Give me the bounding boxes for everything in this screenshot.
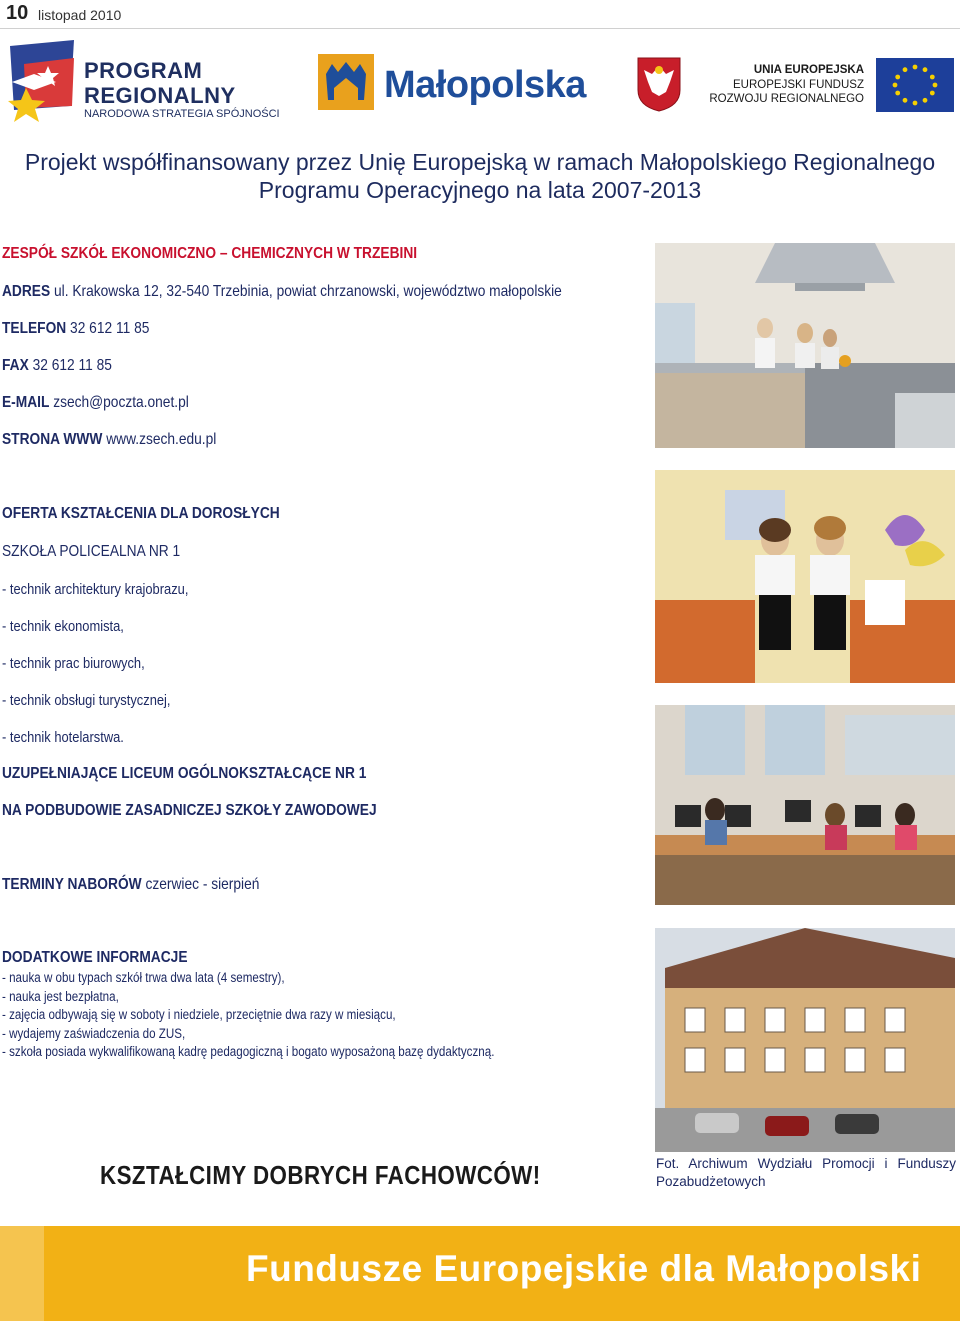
star-flag-icon: [4, 36, 82, 126]
info-item: - szkoła posiada wykwalifikowaną kadrę pedagogiczną i bogato wyposażoną bazę dydaktyczną.: [2, 1044, 495, 1059]
fax-value: 32 612 11 85: [32, 357, 112, 374]
eu-flag-icon: [876, 58, 954, 112]
terms-row: [2, 876, 301, 894]
program-regionalny-logo: [4, 36, 294, 126]
issue-date: listopad 2010: [38, 7, 122, 23]
info-item: - wydajemy zaświadczenia do ZUS,: [2, 1025, 186, 1041]
photo-kitchen-classroom: [655, 243, 955, 448]
eagle-shield-icon: [636, 56, 682, 112]
fax-row: [2, 357, 130, 375]
eu-text-union: UNIA EUROPEJSKA: [753, 64, 864, 76]
footer-bar-accent: [0, 1226, 44, 1321]
address-label: ADRES: [2, 283, 51, 300]
offer-item: - technik prac biurowych,: [2, 655, 145, 672]
info-item: - nauka w obu typach szkół trwa dwa lata (4 semestry),: [2, 970, 285, 985]
info-list: [2, 969, 575, 1062]
offer-item: - technik hotelarstwa.: [2, 729, 124, 746]
logo-text-regionalny: REGIONALNY: [84, 83, 236, 108]
eu-fund-logo: [709, 58, 954, 112]
malopolska-wordmark: Małopolska: [384, 64, 586, 106]
school2-title: UZUPEŁNIAJĄCE LICEUM OGÓLNOKSZTAŁCĄCE NR 1: [2, 765, 367, 782]
eu-text-regional: ROZWOJU REGIONALNEGO: [709, 93, 864, 105]
cofinancing-line-2: Programu Operacyjnego na lata 2007-2013: [258, 177, 702, 203]
footer-title: Fundusze Europejskie dla Małopolski: [246, 1248, 922, 1289]
offer-item: - technik architektury krajobrazu,: [2, 581, 189, 598]
terms-value: czerwiec - sierpień: [145, 876, 260, 893]
phone-row: [2, 320, 173, 338]
email-row: [2, 394, 219, 412]
phone-value: 32 612 11 85: [70, 320, 150, 337]
logo-text-nss: NARODOWA STRATEGIA SPÓJNOŚCI: [84, 108, 280, 120]
slogan: KSZTAŁCIMY DOBRYCH FACHOWCÓW!: [100, 1160, 541, 1190]
header-divider: [0, 28, 960, 29]
eu-text-fund: EUROPEJSKI FUNDUSZ: [733, 79, 864, 91]
info-title: DODATKOWE INFORMACJE: [2, 949, 188, 966]
info-item: - zajęcia odbywają się w soboty i niedziele, przeciętnie dwa razy w miesiącu,: [2, 1007, 396, 1022]
email-label: E-MAIL: [2, 394, 50, 411]
photo-credit: Fot. Archiwum Wydziału Promocji i Funduszy Pozabudżetowych: [656, 1156, 956, 1189]
school1-title: SZKOŁA POLICEALNA NR 1: [2, 543, 181, 560]
photo-computer-lab: [655, 705, 955, 905]
email-link[interactable]: zsech@poczta.onet.pl: [53, 394, 189, 411]
phone-label: TELEFON: [2, 320, 67, 337]
photo-school-building: [655, 928, 955, 1152]
www-label: STRONA WWW: [2, 431, 103, 448]
photo-reception-desk: [655, 470, 955, 683]
school-name: ZESPÓŁ SZKÓŁ EKONOMICZNO – CHEMICZNYCH W TRZEBINI: [2, 245, 418, 262]
school2-subtitle: NA PODBUDOWIE ZASADNICZEJ SZKOŁY ZAWODOWEJ: [2, 802, 377, 819]
page-number: 10: [6, 2, 29, 24]
cofinancing-note: [0, 148, 960, 204]
offer-title: OFERTA KSZTAŁCENIA DLA DOROSŁYCH: [2, 505, 280, 522]
terms-label: TERMINY NABORÓW: [2, 876, 142, 893]
address-row: [2, 283, 653, 301]
www-row: [2, 431, 251, 449]
cofinancing-line-1: Projekt współfinansowany przez Unię Europejską w ramach Małopolskiego Regionalnego: [24, 149, 936, 175]
fax-label: FAX: [2, 357, 29, 374]
coat-of-arms-logo: [636, 56, 682, 112]
website-link[interactable]: www.zsech.edu.pl: [106, 431, 217, 448]
malopolska-crown-icon: [318, 54, 374, 110]
logo-text-program: PROGRAM: [84, 58, 203, 83]
info-item: - nauka jest bezpłatna,: [2, 988, 119, 1004]
malopolska-logo: [318, 54, 608, 114]
offer-item: - technik obsługi turystycznej,: [2, 692, 171, 709]
address-value: ul. Krakowska 12, 32-540 Trzebinia, powiat chrzanowski, województwo małopolskie: [54, 283, 562, 300]
offer-item: - technik ekonomista,: [2, 618, 124, 635]
